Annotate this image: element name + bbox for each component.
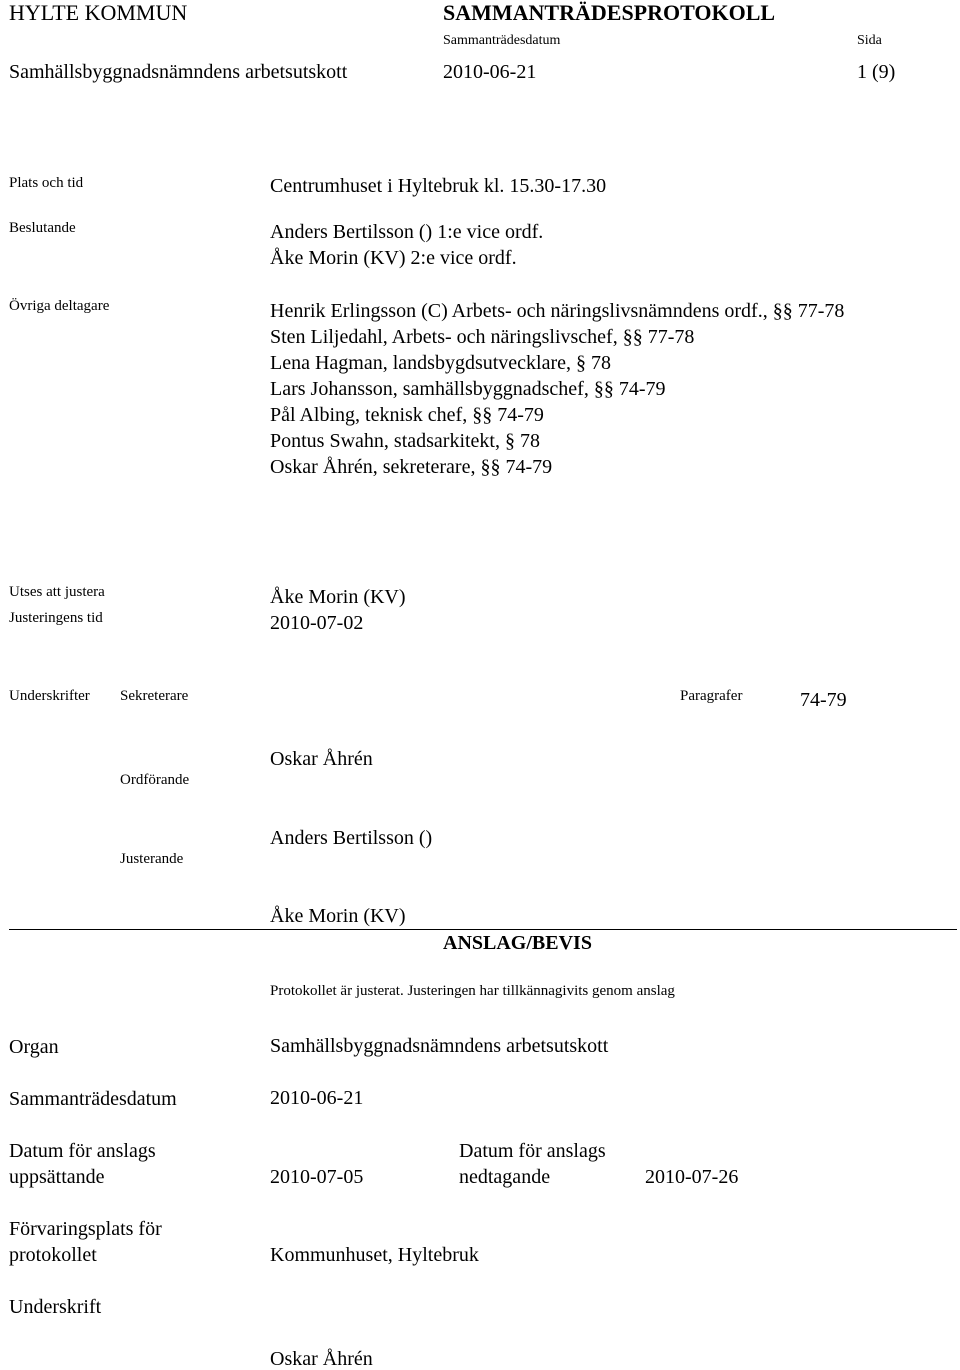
notice-date-value: 2010-06-21: [270, 1087, 364, 1109]
secretary-label: Sekreterare: [120, 688, 189, 704]
meeting-date: 2010-06-21: [443, 61, 537, 83]
date-caption: Sammanträdesdatum: [443, 33, 561, 48]
paragraphs-value: 74-79: [800, 689, 847, 711]
participant: Sten Liljedahl, Arbets- och näringslivschef, §§ 77-78: [270, 326, 695, 348]
organ-value: Samhällsbyggnadsnämndens arbetsutskott: [270, 1035, 609, 1057]
signatures-label: Underskrifter: [9, 688, 90, 704]
notice-title: ANSLAG/BEVIS: [443, 932, 592, 954]
adjuster-name: Åke Morin (KV): [270, 905, 406, 927]
posted-date-value: 2010-07-05: [270, 1166, 364, 1188]
organ-label: Organ: [9, 1036, 59, 1058]
signature-label: Underskrift: [9, 1296, 102, 1318]
storage-value: Kommunhuset, Hyltebruk: [270, 1244, 479, 1266]
adjuster-appointed-label: Utses att justera: [9, 584, 105, 600]
signature-name: Oskar Åhrén: [270, 1348, 373, 1370]
storage-label: Förvaringsplats för: [9, 1218, 162, 1240]
place-value: Centrumhuset i Hyltebruk kl. 15.30-17.30: [270, 175, 607, 197]
page-caption: Sida: [857, 33, 882, 48]
removed-date-value: 2010-07-26: [645, 1166, 739, 1188]
deciding-member: Åke Morin (KV) 2:e vice ordf.: [270, 247, 517, 269]
committee-name: Samhällsbyggnadsnämndens arbetsutskott: [9, 61, 348, 83]
chair-label: Ordförande: [120, 772, 190, 788]
participant: Lars Johansson, samhällsbyggnadschef, §§ 74-79: [270, 378, 666, 400]
removed-date-label: Datum för anslags: [459, 1140, 606, 1162]
participant: Oskar Åhrén, sekreterare, §§ 74-79: [270, 456, 553, 478]
deciding-label: Beslutande: [9, 220, 76, 236]
notice-date-label: Sammanträdesdatum: [9, 1088, 177, 1110]
removed-date-label-2: nedtagande: [459, 1166, 551, 1188]
participant: Lena Hagman, landsbygdsutvecklare, § 78: [270, 352, 612, 374]
participant: Henrik Erlingsson (C) Arbets- och näringslivsnämndens ordf., §§ 77-78: [270, 300, 845, 322]
page-number: 1 (9): [857, 61, 896, 83]
participant: Pontus Swahn, stadsarkitekt, § 78: [270, 430, 540, 452]
document-type: SAMMANTRÄDESPROTOKOLL: [443, 0, 776, 25]
municipality-name: HYLTE KOMMUN: [9, 0, 188, 25]
notice-statement: Protokollet är justerat. Justeringen har tillkännagivits genom anslag: [270, 983, 675, 999]
others-label: Övriga deltagare: [9, 298, 110, 314]
posted-date-label-2: uppsättande: [9, 1166, 105, 1188]
adjustment-time-label: Justeringens tid: [9, 610, 103, 626]
deciding-member: Anders Bertilsson () 1:e vice ordf.: [270, 221, 544, 243]
adjuster-appointed-value: Åke Morin (KV): [270, 586, 406, 608]
paragraphs-label: Paragrafer: [680, 688, 743, 704]
adjuster-label: Justerande: [120, 851, 184, 867]
secretary-name: Oskar Åhrén: [270, 748, 373, 770]
place-label: Plats och tid: [9, 175, 84, 191]
posted-date-label: Datum för anslags: [9, 1140, 156, 1162]
storage-label-2: protokollet: [9, 1244, 97, 1266]
section-divider: [9, 929, 957, 930]
chair-name: Anders Bertilsson (): [270, 827, 433, 849]
participant: Pål Albing, teknisk chef, §§ 74-79: [270, 404, 544, 426]
adjustment-time-value: 2010-07-02: [270, 612, 364, 634]
